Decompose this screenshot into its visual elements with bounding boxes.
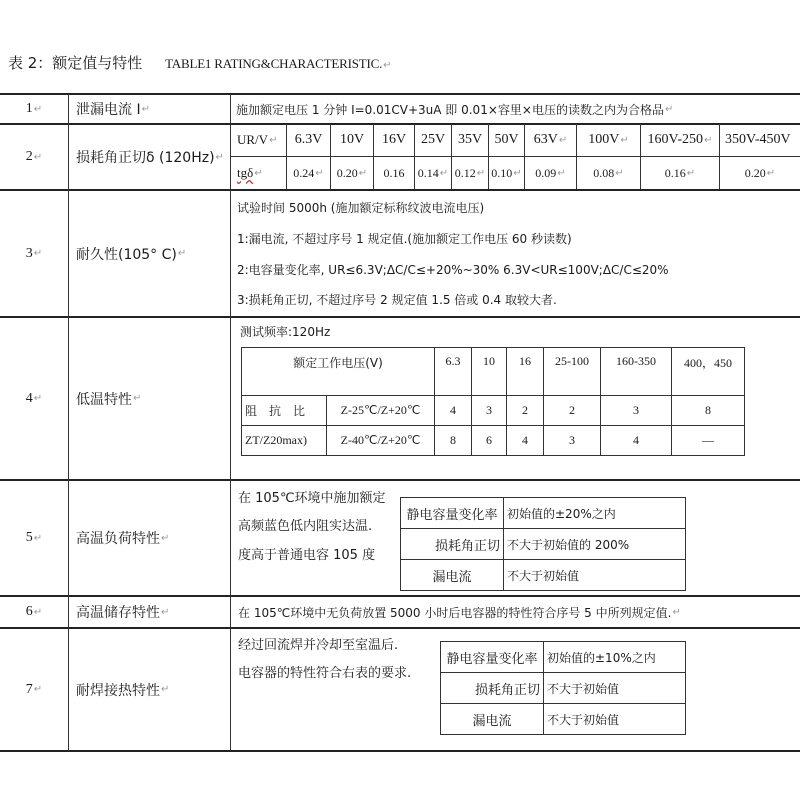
param-label: 漏电流 (441, 704, 544, 735)
table-title-en: TABLE1 RATING&CHARACTERISTIC. (165, 56, 383, 71)
row-5-no: 5 ↵ (25, 530, 43, 545)
row-4-no: 4 ↵ (25, 390, 43, 406)
voltage-header: 10V (339, 132, 365, 147)
row-7-line: 经过回流焊并冷却至室温后. (238, 638, 399, 653)
voltage-header: 35V (457, 132, 483, 147)
paragraph-mark-icon: ↵ (383, 60, 392, 71)
row-1-no: 1 ↵ (25, 101, 43, 116)
ratio-value: 8 (672, 396, 745, 426)
voltage-col: 160-350 (601, 348, 672, 396)
solder-heat-table (440, 641, 686, 735)
ratio-value: 4 (507, 426, 544, 456)
row-5-line: 度高于普通电容 105 度 (238, 548, 376, 563)
requirement: 不大于初始值 (544, 704, 686, 735)
requirement: 不大于初始值 (544, 673, 686, 704)
row-3-no: 3 ↵ (25, 245, 43, 261)
col-divider (68, 94, 69, 751)
voltage-header: 350V-450V (725, 132, 791, 147)
ratio-value: 2 (544, 396, 601, 426)
row-1-content: 施加额定电压 1 分钟 I=0.01CV+3uA 即 0.01×容里×电压的读数之内为合格品 ↵ (236, 102, 674, 117)
tan-delta-value: 0.12 ↵ (454, 165, 486, 180)
voltage-header: 50V (494, 132, 519, 147)
voltage-header: 25V (420, 132, 446, 147)
tan-delta-value: 0.20 ↵ (336, 165, 368, 180)
voltage-col: 10 (472, 348, 507, 396)
condition-label: Z-40℃/Z+20℃ (327, 426, 435, 456)
requirement: 不大于初始值的 200% (504, 529, 686, 560)
voltage-header: 160V-250 ↵ (647, 132, 713, 147)
tg-delta-label: tgδ ↵ (237, 165, 263, 180)
voltage-header: 63V ↵ (533, 132, 568, 147)
ratio-value: 4 (601, 426, 672, 456)
condition-label: Z-25℃/Z+20℃ (327, 396, 435, 426)
high-temp-load-table (400, 497, 686, 591)
row-2-no: 2 ↵ (25, 149, 43, 164)
row-5-item: 高温负荷特性 ↵ (76, 531, 170, 547)
ratio-value: 3 (601, 396, 672, 426)
row-3-line: 1:漏电流, 不超过序号 1 规定值.(施加额定工作电压 60 秒读数) (237, 232, 572, 246)
test-frequency: 测试频率:120Hz (240, 325, 331, 339)
tan-delta-value: 0.20 ↵ (744, 165, 776, 180)
row-4-item: 低温特性 ↵ (76, 391, 142, 408)
row-3-item: 耐久性(105° C) ↵ (76, 246, 187, 263)
requirement: 不大于初始值 (504, 560, 686, 591)
tan-delta-value: 0.08 ↵ (593, 165, 624, 180)
row-1-item: 泄漏电流 I ↵ (76, 102, 150, 118)
voltage-col: 25-100 (544, 348, 601, 396)
requirement: 初始值的±10%之内 (544, 642, 686, 673)
requirement: 初始值的±20%之内 (504, 498, 686, 529)
voltage-header: 6.3V (294, 132, 323, 147)
param-label: 损耗角正切 (401, 529, 504, 560)
tan-delta-value: 0.16 ↵ (664, 165, 696, 180)
col-divider (230, 94, 231, 751)
voltage-col: 16 (507, 348, 544, 396)
rated-voltage-header: 额定工作电压(V) (242, 348, 435, 396)
ratio-value: 2 (507, 396, 544, 426)
row-2-item: 损耗角正切δ (120Hz) ↵ (76, 150, 224, 166)
tan-delta-table (231, 124, 800, 189)
param-label: 静电容量变化率 (401, 498, 504, 529)
ratio-value: 6 (472, 426, 507, 456)
row-3-line: 2:电容量变化率, UR≤6.3V;ΔC/C≤+20%~30% 6.3V<UR≤100V;ΔC/C≤20% (237, 263, 669, 277)
ratio-value: 4 (435, 396, 472, 426)
voltage-col: 6.3 (435, 348, 472, 396)
row-7-item: 耐焊接热特性 ↵ (76, 682, 170, 699)
row-5-line: 在 105℃环境中施加额定 (238, 491, 386, 506)
impedance-ratio-label: 阻 抗 比 (242, 396, 327, 426)
voltage-col: 400，450 (672, 348, 745, 396)
row-5-line: 高频蓝色低内阻实达温. (238, 519, 373, 534)
tan-delta-value: 0.10 ↵ (491, 165, 522, 180)
row-7-no: 7 ↵ (25, 681, 43, 697)
row-6-no: 6 ↵ (25, 604, 43, 619)
tan-delta-value: 0.14 ↵ (417, 165, 449, 180)
ratio-value: 3 (472, 396, 507, 426)
tan-delta-value: 0.16 (383, 165, 405, 180)
tan-delta-value: 0.09 ↵ (535, 165, 566, 180)
row-6-content: 在 105℃环境中无负荷放置 5000 小时后电容器的特性符合序号 5 中所列规定值. ↵ (238, 605, 681, 620)
row-6-item: 高温储存特性 ↵ (76, 605, 170, 621)
ratio-value: 3 (544, 426, 601, 456)
table-title-cn: 表 2：额定值与特性 (8, 54, 143, 72)
param-label: 漏电流 (401, 560, 504, 591)
voltage-header: 100V ↵ (588, 132, 629, 147)
row-7-line: 电容器的特性符合右表的要求. (238, 666, 412, 681)
table-title (8, 52, 392, 73)
ur-v-label: UR/V ↵ (237, 132, 278, 147)
row-divider (0, 750, 800, 752)
voltage-header: 16V (381, 132, 407, 147)
low-temp-table (241, 347, 745, 456)
impedance-ratio-sublabel: ZT/Z20max) (242, 426, 327, 456)
param-label: 损耗角正切 (441, 673, 544, 704)
tan-delta-value: 0.24 ↵ (293, 165, 324, 180)
param-label: 静电容量变化率 (441, 642, 544, 673)
row-3-line: 3:损耗角正切, 不超过序号 2 规定值 1.5 倍或 0.4 取较大者. (237, 293, 557, 307)
ratio-value: 8 (435, 426, 472, 456)
ratio-value: — (672, 426, 745, 456)
row-3-line: 试验时间 5000h (施加额定标称纹波电流电压) (237, 201, 485, 215)
